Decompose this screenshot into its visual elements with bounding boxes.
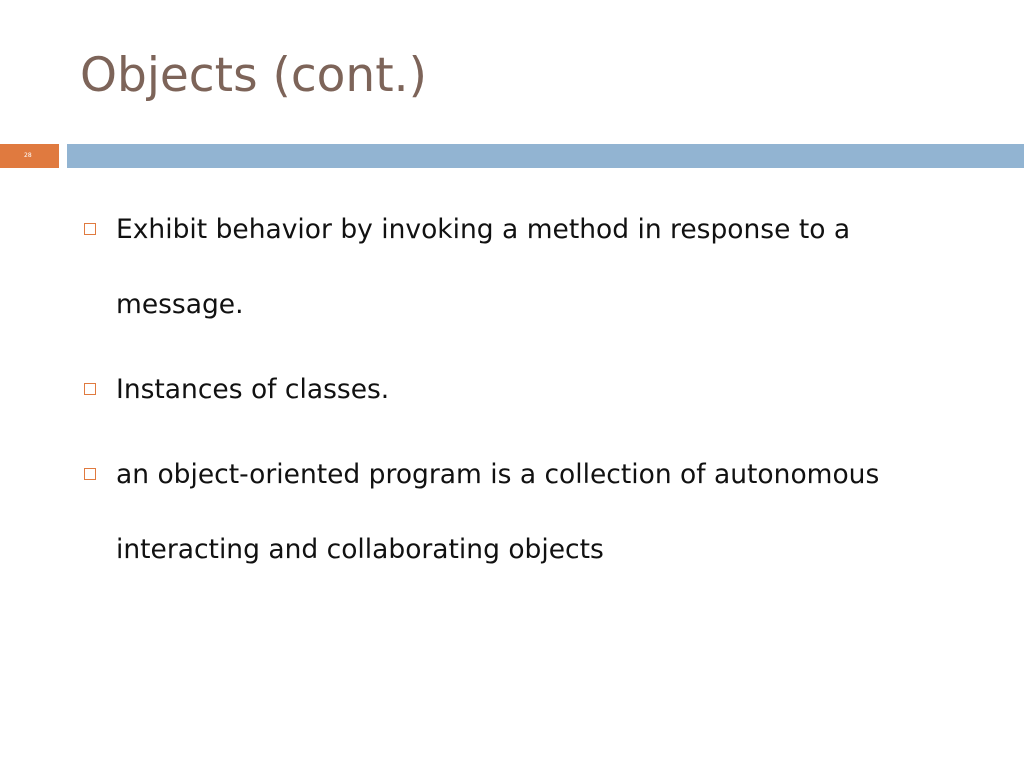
bullet-text: an object-oriented program is a collection of autonomous interacting and collaborating objects bbox=[116, 459, 880, 565]
bullet-item bbox=[82, 352, 982, 427]
bullet-text: Instances of classes. bbox=[116, 374, 390, 405]
bullet-item bbox=[82, 437, 982, 587]
slide-number: 28 bbox=[24, 152, 32, 159]
bullet-text: Exhibit behavior by invoking a method in response to a message. bbox=[116, 214, 851, 320]
slide-number-box bbox=[0, 144, 59, 168]
bullet-item bbox=[82, 192, 982, 342]
square-bullet-icon bbox=[84, 223, 96, 235]
title-divider-bar bbox=[67, 144, 1024, 168]
slide-title: Objects (cont.) bbox=[80, 48, 427, 103]
square-bullet-icon bbox=[84, 383, 96, 395]
square-bullet-icon bbox=[84, 468, 96, 480]
bullet-list bbox=[82, 192, 982, 597]
